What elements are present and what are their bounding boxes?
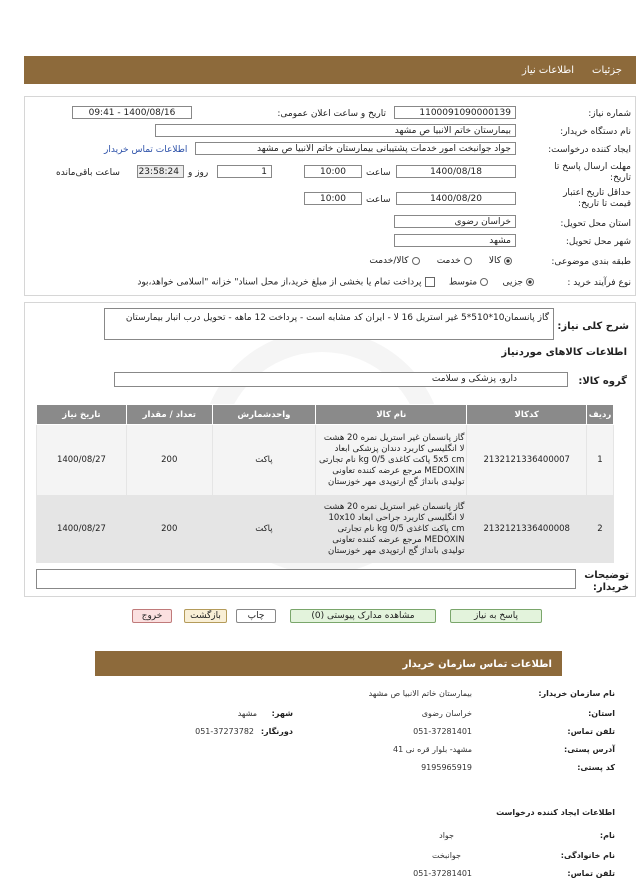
need-number-field: 1100091090000139 bbox=[394, 106, 516, 119]
table-row bbox=[37, 425, 614, 496]
province-field: خراسان رضوی bbox=[394, 215, 516, 228]
buyer-contact-link[interactable]: اطلاعات تماس خریدار bbox=[104, 145, 188, 155]
price-validity-time-label: ساعت bbox=[366, 195, 391, 205]
days-field: 1 bbox=[217, 165, 272, 178]
creator-last-name-label: نام خانوادگی: bbox=[560, 851, 615, 860]
col-code: کدکالا bbox=[467, 405, 587, 425]
tab-details[interactable]: جزئیات bbox=[592, 65, 622, 76]
contact-city: مشهد bbox=[237, 709, 257, 718]
contact-phone-label: تلفن تماس: bbox=[567, 727, 615, 736]
contact-address-label: آدرس پستی: bbox=[564, 745, 615, 754]
payment-checkbox[interactable] bbox=[425, 277, 435, 287]
creator-info-title: اطلاعات ایجاد کننده درخواست bbox=[496, 808, 615, 817]
row-name: گاز پانسمان غیر استریل نمره 20 هشت لا انگلیسی کاربرد دندان پزشکی ابعاد 5x5 cm پاکت کاغذی 0/5 kg نام تجارتی MEDOXIN مرجع عرضه کننده تعاونی تولیدی بانداژ گج ارتوپدی مهر خوزستان bbox=[316, 425, 467, 496]
goods-group-label: گروه کالا: bbox=[578, 376, 627, 387]
col-qty: تعداد / مقدار bbox=[126, 405, 212, 425]
cat-goods-service-radio[interactable] bbox=[412, 257, 420, 265]
print-button[interactable]: چاپ bbox=[236, 609, 276, 623]
price-validity-time-field: 10:00 bbox=[304, 192, 362, 205]
col-idx: ردیف bbox=[586, 405, 613, 425]
remaining-label: ساعت باقی‌مانده bbox=[56, 168, 120, 178]
process-label: نوع فرآیند خرید : bbox=[567, 278, 631, 288]
reply-time-label: ساعت bbox=[366, 168, 391, 178]
creator-phone: 051-37281401 bbox=[413, 869, 472, 878]
description-field: گاز پانسمان10*510*5 غیر استریل 16 لا - ایران کد مشابه است - پرداخت 12 ماهه - تحویل درب انبار بیمارستان bbox=[104, 308, 554, 340]
province-label: استان محل تحویل: bbox=[560, 219, 631, 229]
row-qty: 200 bbox=[126, 425, 212, 496]
table-row bbox=[37, 496, 614, 563]
proc-partial-label: جزیی bbox=[502, 277, 523, 288]
creator-phone-label: تلفن تماس: bbox=[567, 869, 615, 878]
remaining-time-field: 23:58:24 bbox=[137, 165, 184, 178]
contact-province: خراسان رضوی bbox=[421, 709, 472, 718]
goods-table bbox=[36, 404, 614, 563]
contact-postal: 9195965919 bbox=[421, 763, 472, 772]
row-idx: 1 bbox=[586, 425, 613, 496]
creator-first-name: جواد bbox=[439, 831, 454, 840]
back-button[interactable]: بازگشت bbox=[184, 609, 227, 623]
page-header bbox=[24, 56, 636, 84]
category-options bbox=[260, 256, 512, 266]
row-idx: 2 bbox=[586, 496, 613, 563]
attachments-button[interactable]: مشاهده مدارک پیوستی (0) bbox=[290, 609, 436, 623]
buyer-org-field: بیمارستان خاتم الانبیا ص مشهد bbox=[155, 124, 516, 137]
cat-goods-label: کالا bbox=[488, 256, 501, 266]
row-qty: 200 bbox=[126, 496, 212, 563]
need-number-label: شماره نیاز: bbox=[588, 109, 631, 119]
category-label: طبقه بندی موضوعی: bbox=[551, 257, 631, 267]
proc-medium-radio[interactable] bbox=[480, 278, 488, 286]
cat-service-label: خدمت bbox=[436, 256, 461, 266]
contact-title: اطلاعات تماس سازمان خریدار bbox=[402, 659, 552, 670]
announce-field: 1400/08/16 - 09:41 bbox=[72, 106, 192, 119]
reply-button[interactable]: پاسخ به نیاز bbox=[450, 609, 542, 623]
row-name: گاز پانسمان غیر استریل نمره 20 هشت لا انگلیسی کاربرد جراحی ابعاد 10x10 cm پاکت کاغذی 0/5 kg نام تجارتی MEDOXIN مرجع عرضه کننده تعاونی تولیدی بانداژ گج ارتوپدی مهر خوزستان bbox=[316, 496, 467, 563]
contact-province-label: استان: bbox=[588, 709, 615, 718]
contact-city-label: شهر: bbox=[271, 709, 293, 718]
city-label: شهر محل تحویل: bbox=[565, 237, 631, 247]
proc-medium-label: متوسط bbox=[448, 277, 478, 288]
cat-goods-service-label: کالا/خدمت bbox=[369, 256, 409, 266]
col-date: تاریخ نیاز bbox=[37, 405, 127, 425]
contact-org-label: نام سازمان خریدار: bbox=[538, 689, 615, 698]
proc-partial-radio[interactable] bbox=[526, 278, 534, 286]
tab-need-info[interactable]: اطلاعات نیاز bbox=[522, 65, 574, 76]
description-label: شرح کلی نیاز: bbox=[557, 321, 629, 332]
days-label: روز و bbox=[188, 168, 209, 178]
col-name: نام کالا bbox=[316, 405, 467, 425]
creator-last-name: جوانبخت bbox=[432, 851, 461, 860]
buyer-org-label: نام دستگاه خریدار: bbox=[560, 127, 631, 137]
row-date: 1400/08/27 bbox=[37, 425, 127, 496]
contact-org: بیمارستان خاتم الانبیا ص مشهد bbox=[368, 689, 472, 698]
goods-section-title: اطلاعات کالاهای موردنیاز bbox=[501, 347, 627, 358]
creator-label: ایجاد کننده درخواست: bbox=[548, 145, 631, 155]
contact-fax-label: دورنگار: bbox=[260, 727, 293, 736]
row-unit: پاکت bbox=[212, 496, 316, 563]
reply-deadline-label: مهلت ارسال پاسخ تا تاریخ: bbox=[554, 162, 631, 183]
row-code: 2132121336400007 bbox=[467, 425, 587, 496]
payment-note: پرداخت تمام یا بخشی از مبلغ خرید،از محل اسناد" خزانه "اسلامی خواهد،بود bbox=[137, 277, 422, 288]
row-code: 2132121336400008 bbox=[467, 496, 587, 563]
buyer-notes-label: توضیحات خریدار: bbox=[584, 570, 629, 593]
contact-postal-label: کد پستی: bbox=[577, 763, 615, 772]
contact-address: مشهد- بلوار قره نی 41 bbox=[393, 745, 472, 754]
process-options bbox=[64, 277, 534, 288]
creator-field: جواد جوانبخت امور خدمات پشتیبانی بیمارستان خاتم الانبیا ص مشهد bbox=[195, 142, 516, 155]
announce-label: تاریخ و ساعت اعلان عمومی: bbox=[277, 109, 386, 119]
creator-first-name-label: نام: bbox=[599, 831, 615, 840]
buyer-notes-field bbox=[36, 569, 576, 589]
price-validity-date-field: 1400/08/20 bbox=[396, 192, 516, 205]
reply-time-field: 10:00 bbox=[304, 165, 362, 178]
row-date: 1400/08/27 bbox=[37, 496, 127, 563]
city-field: مشهد bbox=[394, 234, 516, 247]
contact-fax: 051-37273782 bbox=[195, 727, 254, 736]
contact-phone: 051-37281401 bbox=[413, 727, 472, 736]
row-unit: پاکت bbox=[212, 425, 316, 496]
cat-goods-radio[interactable] bbox=[504, 257, 512, 265]
col-unit: واحدشمارش bbox=[212, 405, 316, 425]
goods-group-field: دارو، پزشکی و سلامت bbox=[114, 372, 568, 387]
reply-date-field: 1400/08/18 bbox=[396, 165, 516, 178]
cat-service-radio[interactable] bbox=[464, 257, 472, 265]
price-validity-label: حداقل تاریخ اعتبار قیمت تا تاریخ: bbox=[563, 188, 631, 209]
exit-button[interactable]: خروج bbox=[132, 609, 172, 623]
